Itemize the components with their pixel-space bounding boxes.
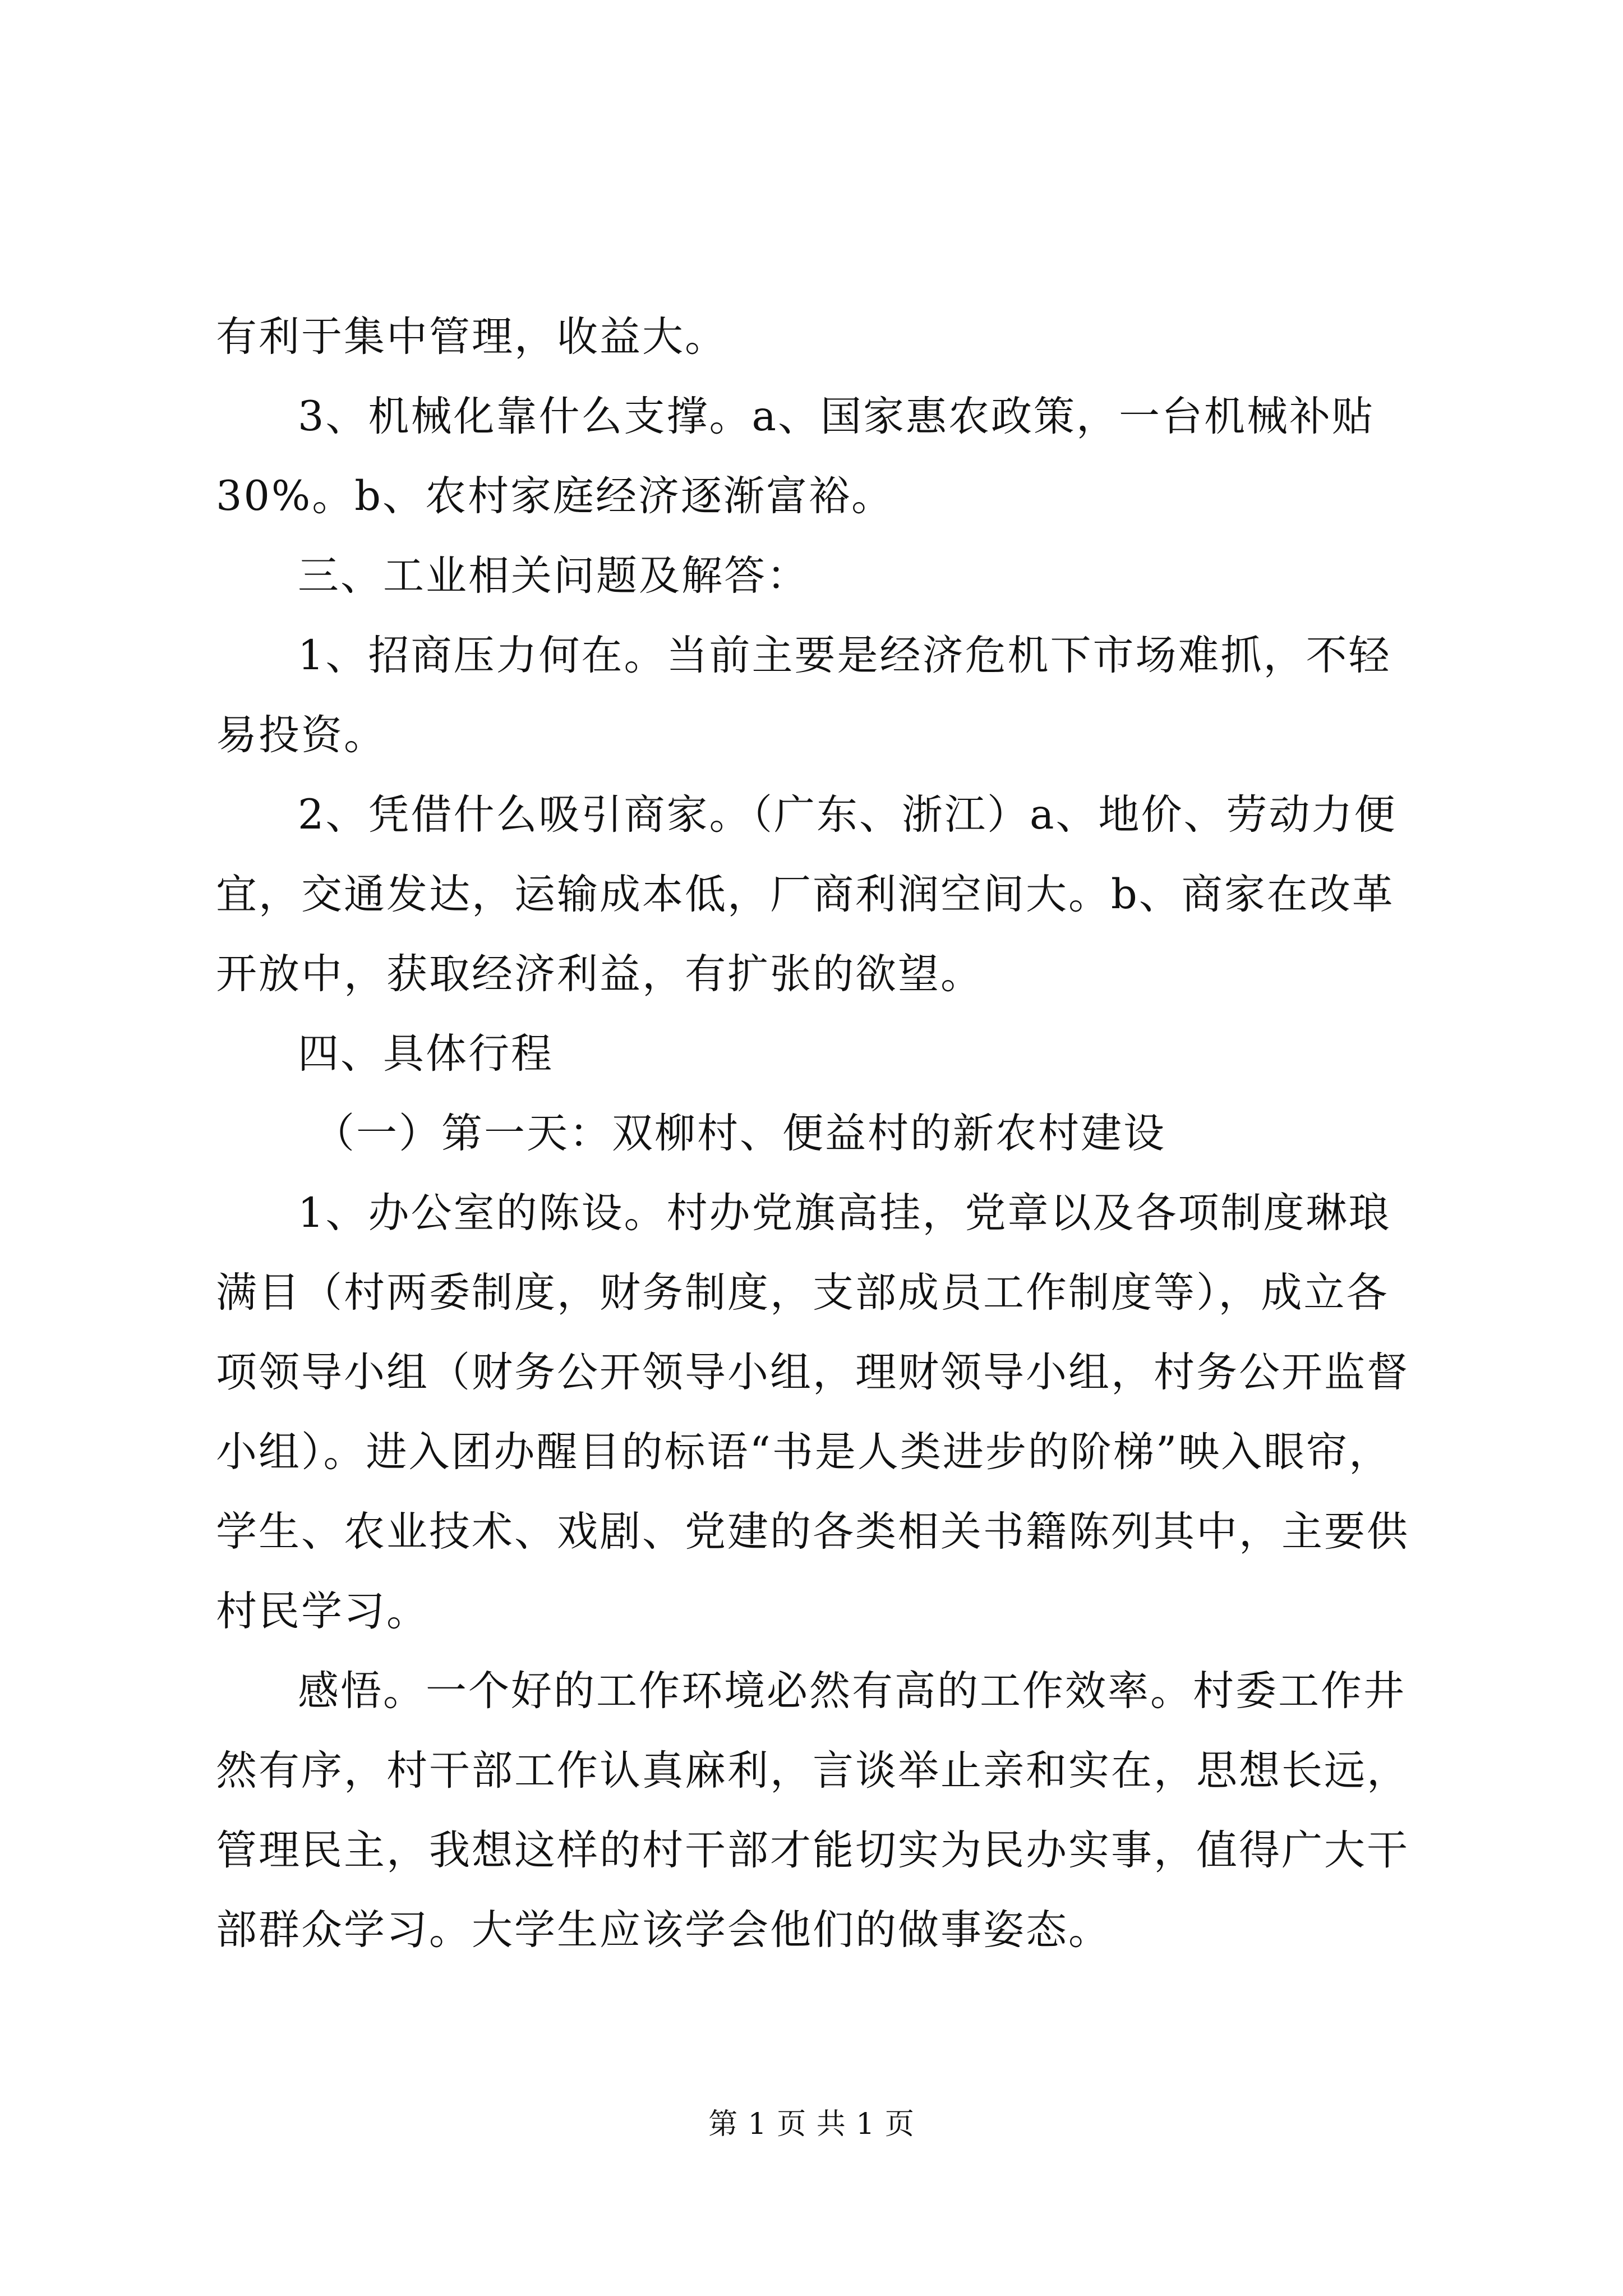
text-line: 宜，交通发达，运输成本低，厂商利润空间大。b、商家在改革	[216, 871, 1395, 918]
text-line: 然有序，村干部工作认真麻利，言谈举止亲和实在，思想长远，	[216, 1747, 1409, 1795]
text-line: 部群众学习。大学生应该学会他们的做事姿态。	[216, 1906, 1111, 1954]
text-line: 项领导小组（财务公开领导小组，理财领导小组，村务公开监督	[216, 1349, 1409, 1396]
text-line: 易投资。	[216, 711, 386, 759]
text-line: 管理民主，我想这样的村干部才能切实为民办实事，值得广大干	[216, 1826, 1409, 1874]
text-line: 小组）。进入团办醒目的标语“书是人类进步的阶梯”映入眼帘，	[216, 1428, 1392, 1476]
text-line: 村民学习。	[216, 1588, 429, 1635]
document-body	[216, 297, 1433, 1970]
text-line: 开放中，获取经济利益，有扩张的欲望。	[216, 950, 983, 998]
text-line: 1、招商压力何在。当前主要是经济危机下市场难抓，不轻	[298, 632, 1391, 679]
text-line: 30%。b、农村家庭经济逐渐富裕。	[216, 472, 894, 520]
text-line: 1、办公室的陈设。村办党旗高挂，党章以及各项制度琳琅	[298, 1189, 1391, 1237]
section-heading: 三、工业相关问题及解答：	[298, 552, 809, 600]
text-line: 3、机械化靠什么支撑。a、国家惠农政策，一台机械补贴	[298, 393, 1375, 440]
text-line: 有利于集中管理，收益大。	[216, 313, 727, 361]
subsection-heading: （一）第一天：双柳村、便益村的新农村建设	[313, 1110, 1166, 1157]
text-line: 学生、农业技术、戏剧、党建的各类相关书籍陈列其中，主要供	[216, 1508, 1409, 1556]
text-line: 感悟。一个好的工作环境必然有高的工作效率。村委工作井	[298, 1667, 1406, 1715]
text-line: 2、凭借什么吸引商家。（广东、浙江）a、地价、劳动力便	[298, 791, 1397, 839]
text-line: 满目（村两委制度，财务制度，支部成员工作制度等），成立各	[216, 1269, 1389, 1317]
page-footer: 第 1 页 共 1 页	[708, 2108, 915, 2141]
section-heading: 四、具体行程	[298, 1030, 554, 1078]
